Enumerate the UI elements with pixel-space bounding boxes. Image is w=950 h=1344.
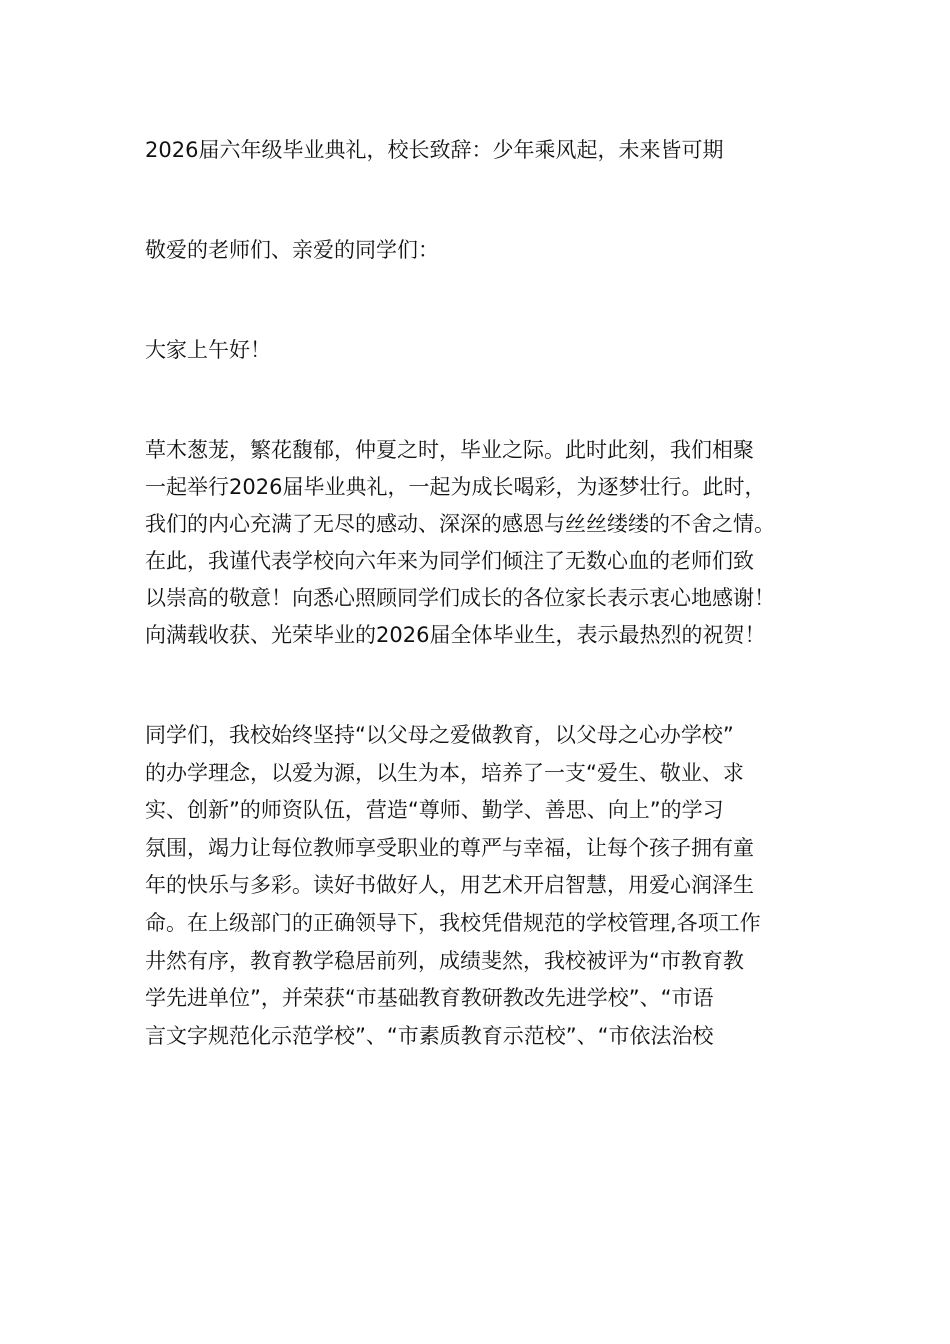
paragraph-line: 命。在上级部门的正确领导下，我校凭借规范的学校管理,各项工作	[145, 910, 761, 935]
paragraph-line: 我们的内心充满了无尽的感动、深深的感恩与丝丝缕缕的不舍之情。	[145, 512, 775, 536]
paragraph-2	[145, 717, 810, 1055]
paragraph-line: 以崇高的敬意！向悉心照顾同学们成长的各位家长表示衷心地感谢！	[145, 586, 775, 610]
paragraph-line: 井然有序，教育教学稳居前列，成绩斐然，我校被评为“市教育教	[145, 948, 744, 973]
greeting: 大家上午好！	[145, 338, 271, 362]
paragraph-line: 向满载收获、光荣毕业的2026届全体毕业生，表示最热烈的祝贺！	[145, 623, 766, 647]
salutation: 敬爱的老师们、亲爱的同学们：	[145, 238, 439, 262]
paragraph-line: 草木葱茏，繁花馥郁，仲夏之时，毕业之际。此时此刻，我们相聚	[145, 438, 754, 462]
paragraph-line: 言文字规范化示范学校”、“市素质教育示范校”、“市依法治校	[145, 1023, 714, 1048]
paragraph-line: 在此，我谨代表学校向六年来为同学们倾注了无数心血的老师们致	[145, 549, 754, 573]
paragraph-line: 年的快乐与多彩。读好书做好人，用艺术开启智慧，用爱心润泽生	[145, 873, 754, 898]
document-body	[145, 132, 810, 1118]
paragraph-1	[145, 432, 810, 654]
paragraph-line: 学先进单位”，并荣获“市基础教育教研教改先进学校”、“市语	[145, 986, 714, 1011]
paragraph-line: 的办学理念，以爱为源，以生为本，培养了一支“爱生、敬业、求	[145, 760, 744, 785]
paragraph-line: 同学们，我校始终坚持“以父母之爱做教育，以父母之心办学校”	[145, 723, 734, 747]
paragraph-line: 氛围，竭力让每位教师享受职业的尊严与幸福，让每个孩子拥有童	[145, 835, 754, 860]
document-title: 2026届六年级毕业典礼，校长致辞：少年乘风起，未来皆可期	[145, 138, 724, 162]
paragraph-line: 实、创新”的师资队伍，营造“尊师、勤学、善思、向上”的学习	[145, 798, 724, 823]
paragraph-line: 一起举行2026届毕业典礼，一起为成长喝彩，为逐梦壮行。此时，	[145, 475, 766, 499]
